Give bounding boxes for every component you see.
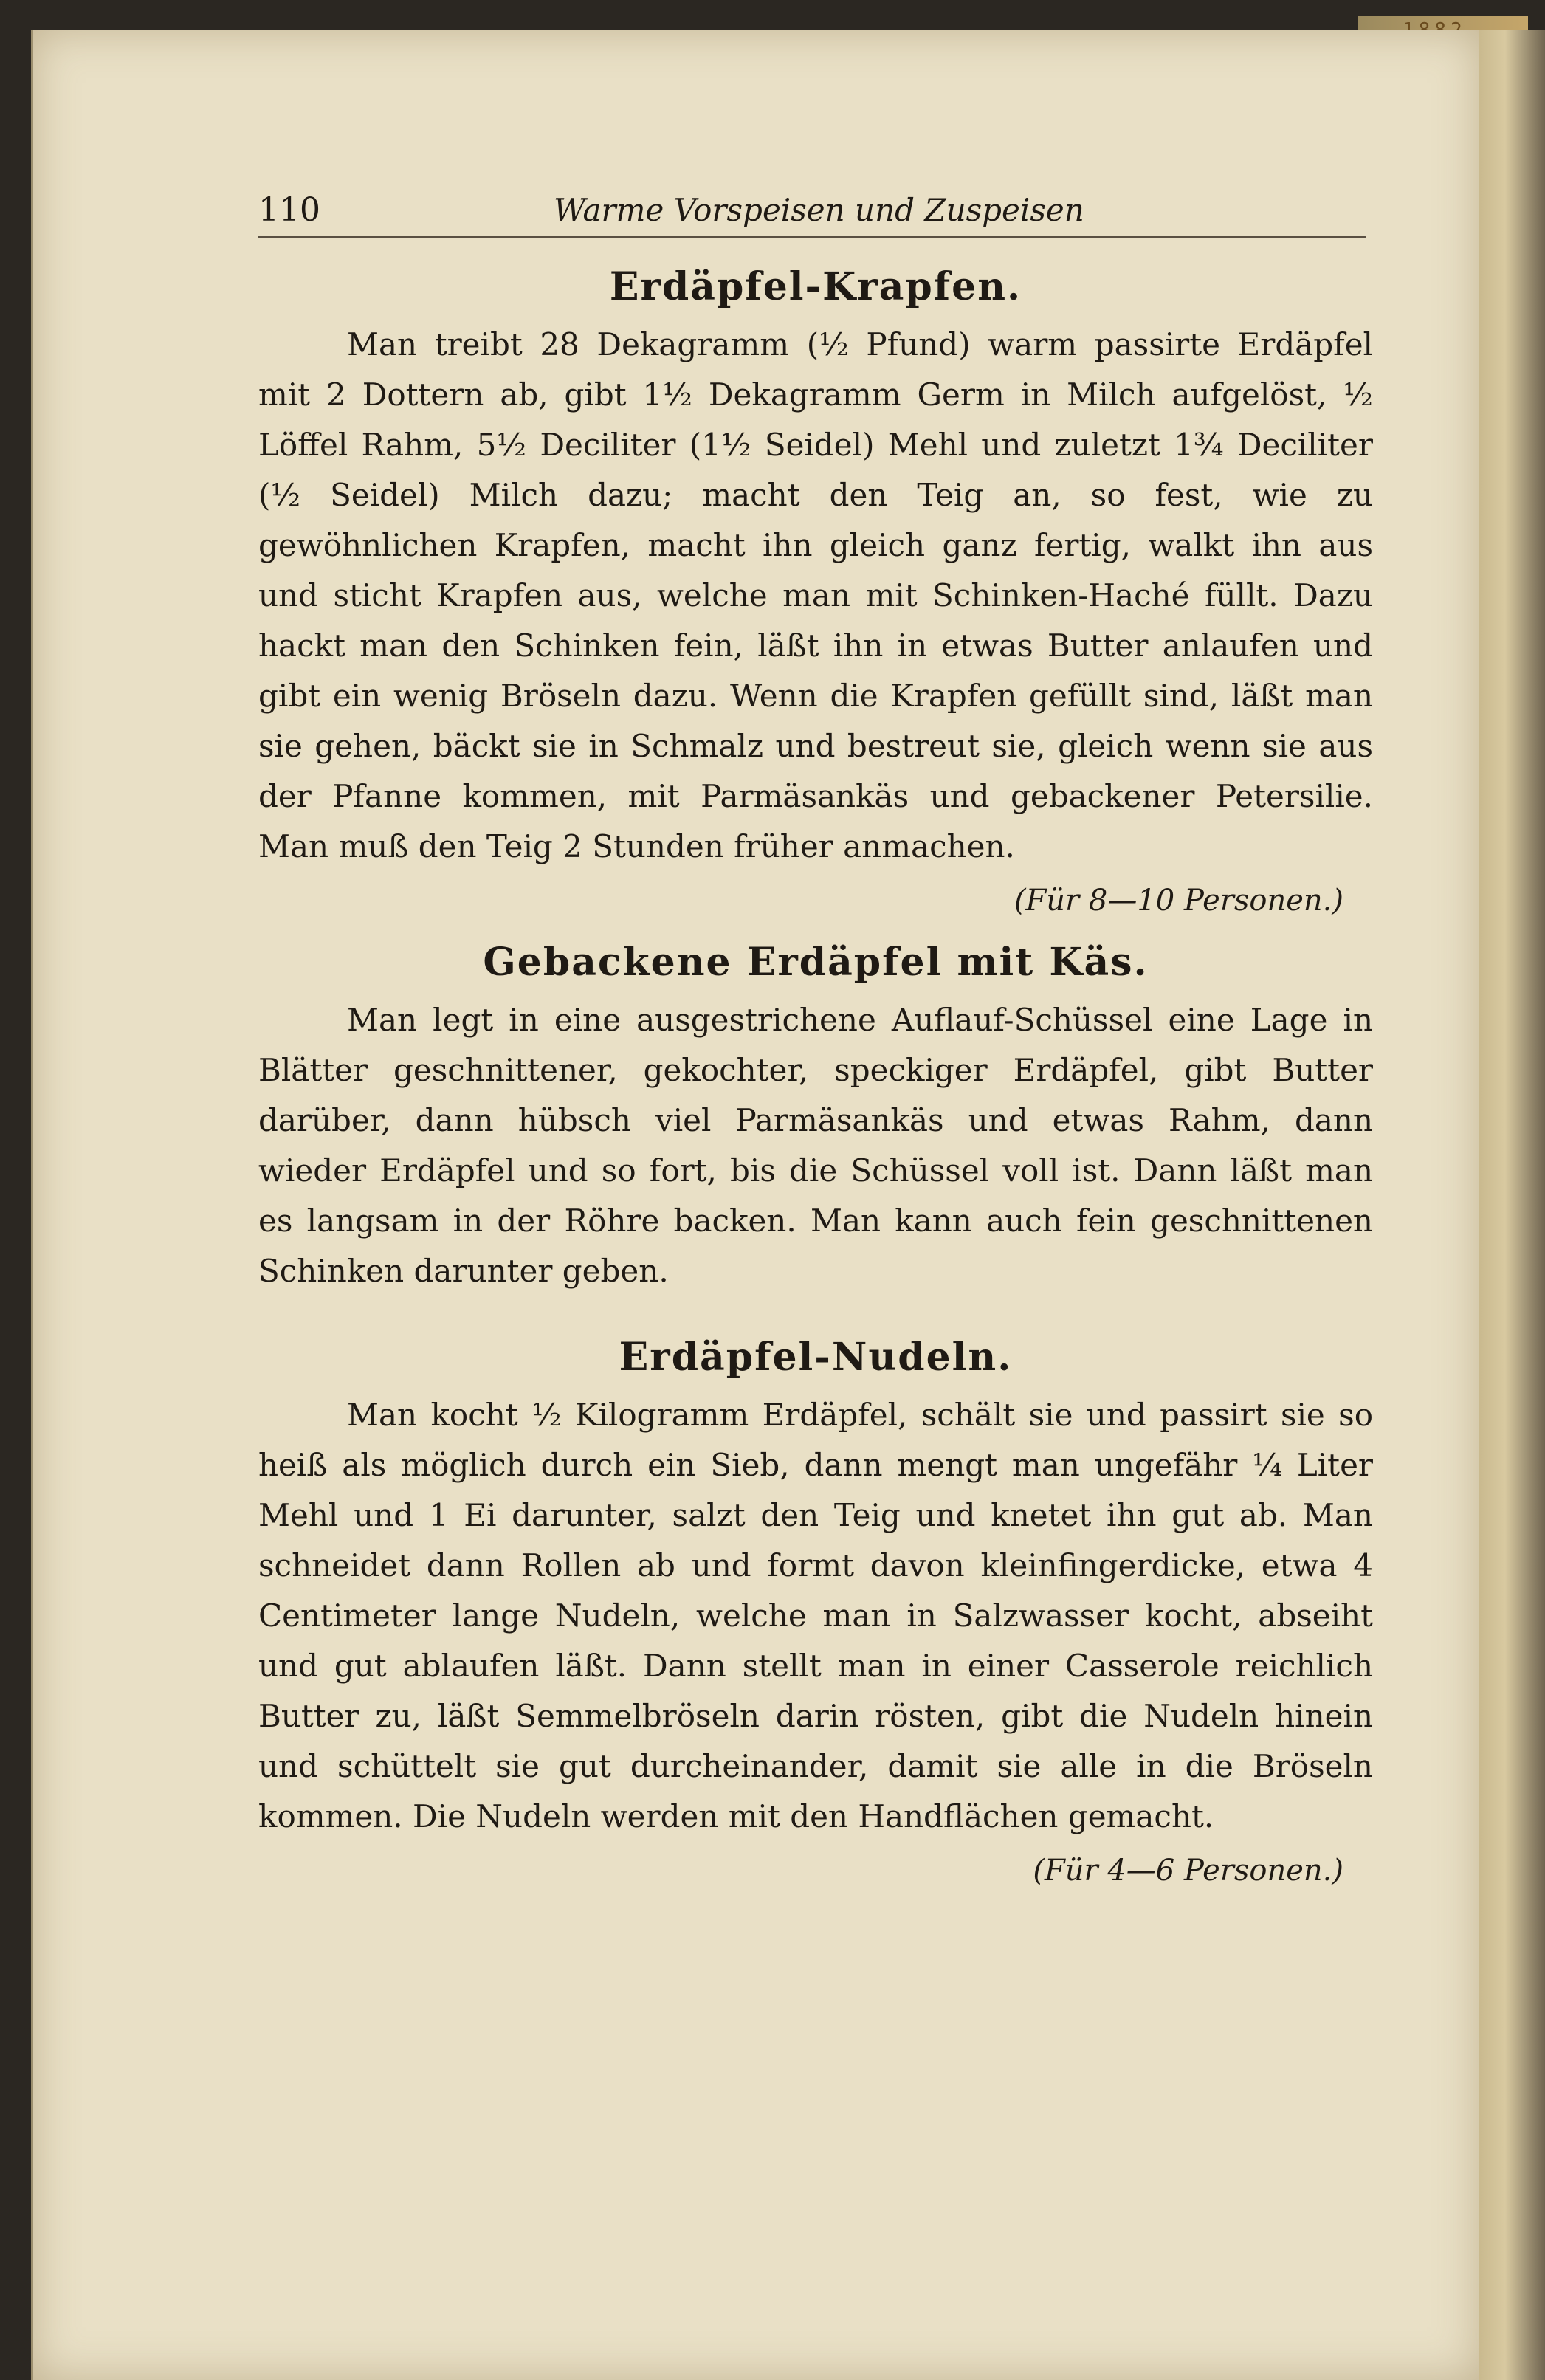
recipe-title: Erdäpfel-Nudeln. (619, 1335, 1013, 1380)
running-head (258, 185, 1366, 238)
running-title: Warme Vorspeisen und Zuspeisen (554, 192, 1084, 228)
recipe-servings: (Für 8—10 Personen.) (1014, 884, 1343, 918)
recipe-erdaepfel-krapfen (258, 264, 1373, 926)
recipe-body: Man kocht ½ Kilogramm Erdäpfel, schält sie und passirt sie so heiß als möglich durch ein Sieb, dann mengt man ungefähr ¼ Liter Mehl und 1 Ei darunter, salzt den Teig und knetet ihn gut ab. Man schneidet dann Rollen ab und formt davon kleinfingerdicke, etwa 4 Centimeter lange Nudeln, welche man in Salzwasser kocht, abseiht und gut ablaufen läßt. Dann stellt man in einer Casserole reichlich Butter zu, läßt Semmelbröseln darin rösten, gibt die Nudeln hinein und schüttelt sie gut durcheinander, damit sie alle in die Bröseln kommen. Die Nudeln werden mit den Handflächen gemacht. (258, 1397, 1373, 1834)
section-gap (258, 1296, 1373, 1326)
recipe-body: Man legt in eine ausgestrichene Auflauf-Schüssel eine Lage in Blätter geschnittener, gekochter, speckiger Erdäpfel, gibt Butter darüber, dann hübsch viel Parmäsankäs und etwas Rahm, dann wieder Erdäpfel und so fort, bis die Schüssel voll ist. Dann läßt man es langsam in der Röhre backen. Man kann auch fein geschnittenen Schinken darunter geben. (258, 1002, 1373, 1289)
recipe-title: Gebackene Erdäpfel mit Käs. (483, 940, 1149, 985)
recipe-servings: (Für 4—6 Personen.) (1033, 1854, 1343, 1888)
recipe-erdaepfel-nudeln (258, 1335, 1373, 1896)
page-edge (1479, 30, 1545, 2380)
page-number: 110 (258, 191, 320, 229)
recipe-title: Erdäpfel-Krapfen. (609, 264, 1022, 309)
recipe-gebackene-erdaepfel (258, 940, 1373, 1296)
page-content (258, 185, 1373, 2325)
recipe-body: Man treibt 28 Dekagramm (½ Pfund) warm passirte Erdäpfel mit 2 Dottern ab, gibt 1½ Dekagramm Germ in Milch aufgelöst, ½ Löffel Rahm, 5½ Deciliter (1½ Seidel) Mehl und zuletzt 1¾ Deciliter (½ Seidel) Milch dazu; macht den Teig an, so fest, wie zu gewöhnlichen Krapfen, macht ihn gleich ganz fertig, walkt ihn aus und sticht Krapfen aus, welche man mit Schinken-Haché füllt. Dazu hackt man den Schinken fein, läßt ihn in etwas Butter anlaufen und gibt ein wenig Bröseln dazu. Wenn die Krapfen gefüllt sind, läßt man sie gehen, bäckt sie in Schmalz und bestreut sie, gleich wenn sie aus der Pfanne kommen, mit Parmäsankäs und gebackener Petersilie. Man muß den Teig 2 Stunden früher anmachen. (258, 326, 1373, 864)
